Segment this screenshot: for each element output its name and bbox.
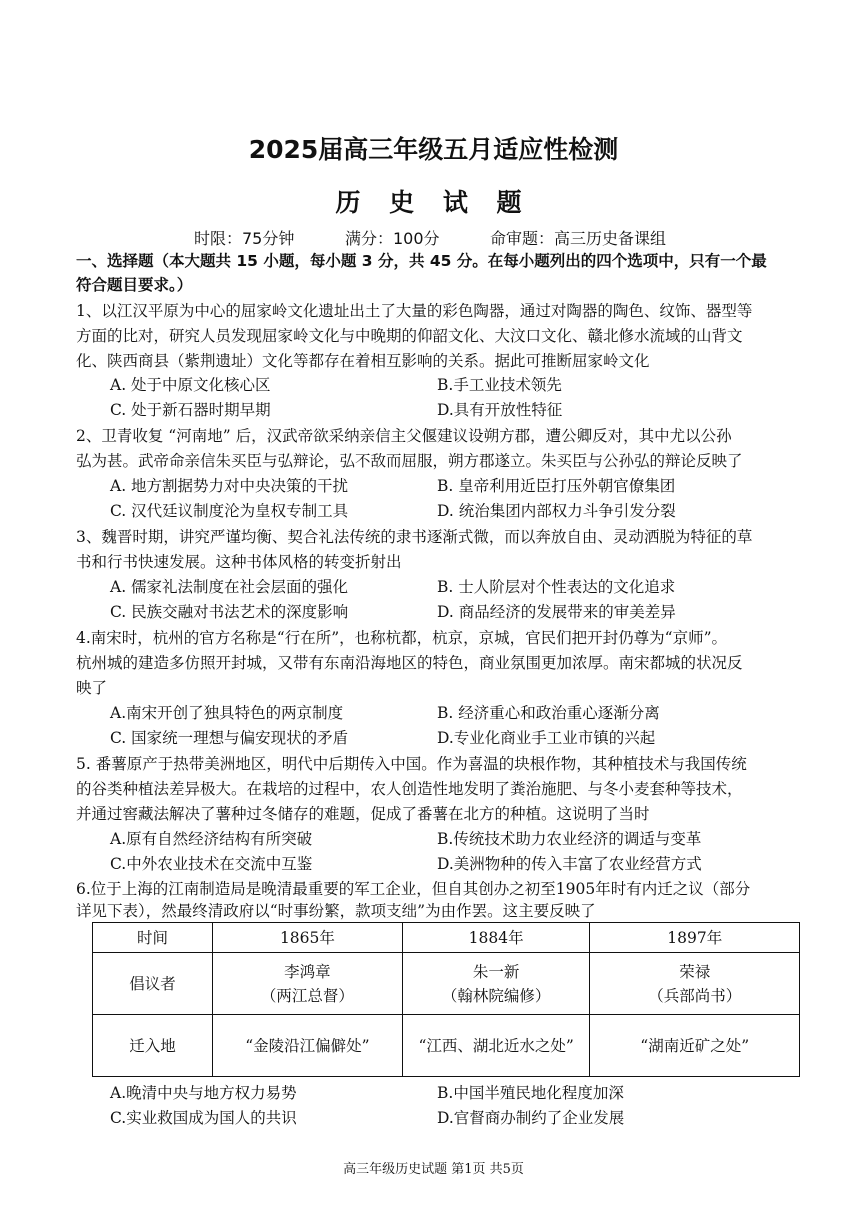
q1-stem: 方面的比对，研究人员发现屈家岭文化与中晚期的仰韶文化、大汶口文化、赣北修水流域的山背文 <box>76 327 743 345</box>
q4-option-b: B. 经济重心和政治重心逐渐分离 <box>437 704 660 722</box>
q2-stem: 弘为甚。武帝命亲信朱买臣与弘辩论，弘不敌而屈服，朔方郡遂立。朱买臣与公孙弘的辩论反映了 <box>76 452 743 470</box>
table-cell <box>402 953 590 1015</box>
q5-option-c: C.中外农业技术在交流中互鉴 <box>110 855 313 873</box>
q1-stem: 化、陕西商县（紫荆遗址）文化等都存在着相互影响的关系。据此可推断屈家岭文化 <box>76 352 650 370</box>
full-score: 满分：100分 <box>345 229 440 248</box>
q6-stem: 详见下表），然最终清政府以“时事纷繁，款项支绌”为由作罢。这主要反映了 <box>76 902 596 920</box>
q4-stem: 杭州城的建造多仿照开封城，又带有东南沿海地区的特色，商业氛围更加浓厚。南宋都城的状况反 <box>76 654 743 672</box>
table-cell <box>590 953 800 1015</box>
q6-stem: 6.位于上海的江南制造局是晚清最重要的军工企业，但自其创办之初至1905年时有内迁之议（部分 <box>76 880 751 898</box>
section-heading-cont: 符合题目要求。） <box>76 276 193 294</box>
q4-option-a: A.南宋开创了独具特色的两京制度 <box>110 704 344 722</box>
q2-option-d: D. 统治集团内部权力斗争引发分裂 <box>437 502 676 520</box>
q1-option-c: C. 处于新石器时期早期 <box>110 401 271 419</box>
q4-option-c: C. 国家统一理想与偏安现状的矛盾 <box>110 729 349 747</box>
q4-stem: 4.南宋时，杭州的官方名称是“行在所”，也称杭都，杭京，京城，官民们把开封仍尊为“京师”。 <box>76 629 727 647</box>
setter: 命审题：高三历史备课组 <box>490 229 667 248</box>
q1-option-a: A. 处于中原文化核心区 <box>110 376 271 394</box>
table-header-cell: 1897年 <box>590 923 800 953</box>
q3-option-a: A. 儒家礼法制度在社会层面的强化 <box>110 578 349 596</box>
q3-stem: 书和行书快速发展。这种书体风格的转变折射出 <box>76 553 402 571</box>
q2-stem: 2、卫青收复 “河南地” 后，汉武帝欲采纳亲信主父偃建议设朔方郡，遭公卿反对，其中尤以公孙 <box>76 427 732 445</box>
q3-option-d: D. 商品经济的发展带来的审美差异 <box>437 603 676 621</box>
table-row <box>93 953 800 1015</box>
q6-option-c: C.实业救国成为国人的共识 <box>110 1109 297 1127</box>
exam-title: 2025届高三年级五月适应性检测 <box>248 135 619 164</box>
q2-option-c: C. 汉代廷议制度沦为皇权专制工具 <box>110 502 349 520</box>
table-cell: “金陵沿江偏僻处” <box>213 1015 403 1077</box>
section-heading: 一、选择题（本大题共 15 小题，每小题 3 分，共 45 分。在每小题列出的四个选项中，只有一个最 <box>76 252 767 270</box>
subject-title: 历 史 试 题 <box>335 188 532 217</box>
q4-option-d: D.专业化商业手工业市镇的兴起 <box>437 729 656 747</box>
table-cell: 迁入地 <box>93 1015 213 1077</box>
q5-stem: 并通过窖藏法解决了薯种过冬储存的难题，促成了番薯在北方的种植。这说明了当时 <box>76 805 650 823</box>
q1-stem: 1、以江汉平原为中心的屈家岭文化遗址出土了大量的彩色陶器，通过对陶器的陶色、纹饰、器型等 <box>76 302 753 320</box>
q5-stem: 的谷类种植法差异极大。在栽培的过程中，农人创造性地发明了粪治施肥、与冬小麦套种等技术， <box>76 780 743 798</box>
table-header-cell: 1884年 <box>402 923 590 953</box>
q4-stem: 映了 <box>76 679 108 697</box>
time-limit: 时限：75分钟 <box>194 229 295 248</box>
proposer-title: （兵部尚书） <box>648 986 742 1005</box>
table-cell <box>213 953 403 1015</box>
q2-option-b: B. 皇帝利用近臣打压外朝官僚集团 <box>437 477 676 495</box>
q6-option-d: D.官督商办制约了企业发展 <box>437 1109 625 1127</box>
table-row <box>93 1015 800 1077</box>
q5-option-a: A.原有自然经济结构有所突破 <box>110 830 313 848</box>
q6-option-a: A.晚清中央与地方权力易势 <box>110 1084 297 1102</box>
q1-option-d: D.具有开放性特征 <box>437 401 563 419</box>
q2-option-a: A. 地方割据势力对中央决策的干扰 <box>110 477 349 495</box>
table-cell: “湖南近矿之处” <box>590 1015 800 1077</box>
proposer-title: （翰林院编修） <box>441 986 551 1005</box>
proposer-name: 朱一新 <box>472 962 520 981</box>
q5-option-b: B.传统技术助力农业经济的调适与变革 <box>437 830 702 848</box>
table-header-cell: 1865年 <box>213 923 403 953</box>
q6-option-b: B.中国半殖民地化程度加深 <box>437 1084 624 1102</box>
table-header-cell: 时间 <box>93 923 213 953</box>
q1-option-b: B.手工业技术领先 <box>437 376 562 394</box>
proposer-name: 李鸿章 <box>284 962 331 981</box>
q5-stem: 5. 番薯原产于热带美洲地区，明代中后期传入中国。作为喜温的块根作物，其种植技术与我国传统 <box>76 755 747 773</box>
relocation-table <box>92 922 800 1077</box>
q3-option-c: C. 民族交融对书法艺术的深度影响 <box>110 603 349 621</box>
table-cell: “江西、湖北近水之处” <box>402 1015 590 1077</box>
page-footer: 高三年级历史试题 第1页 共5页 <box>343 1162 524 1177</box>
table-row <box>93 923 800 953</box>
proposer-name: 荣禄 <box>679 962 711 981</box>
q5-option-d: D.美洲物种的传入丰富了农业经营方式 <box>437 855 702 873</box>
table-cell: 倡议者 <box>93 953 213 1015</box>
q3-stem: 3、魏晋时期，讲究严谨均衡、契合礼法传统的隶书逐渐式微，而以奔放自由、灵动洒脱为特征的草 <box>76 528 753 546</box>
q3-option-b: B. 士人阶层对个性表达的文化追求 <box>437 578 676 596</box>
proposer-title: （两江总督） <box>260 986 354 1005</box>
